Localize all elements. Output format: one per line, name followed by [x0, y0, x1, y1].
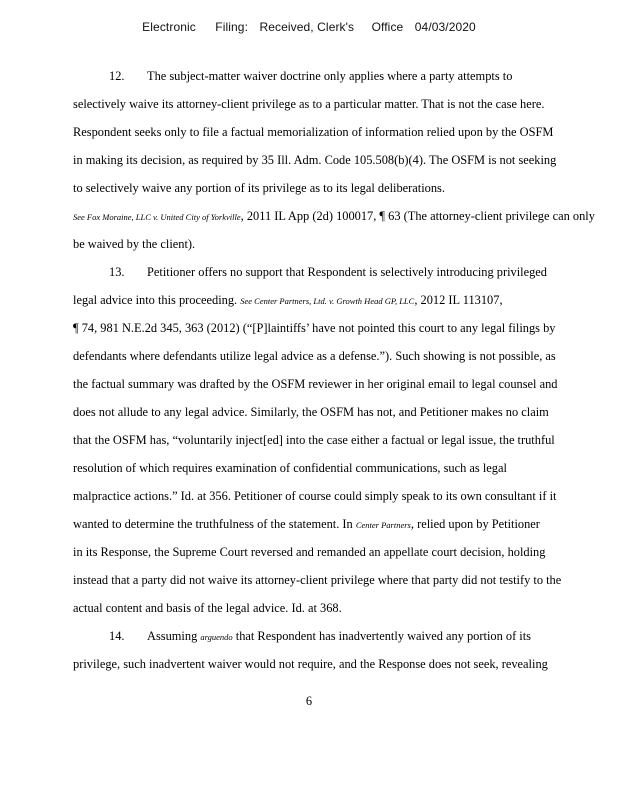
latin-term: arguendo	[200, 632, 233, 642]
paragraph-number: 13.	[109, 265, 125, 279]
paragraph-12-line	[73, 62, 579, 90]
paragraph-12-line	[73, 202, 595, 230]
paragraph-number: 12.	[109, 69, 125, 83]
case-citation: See Center Partners, Ltd. v. Growth Head GP, LLC	[240, 296, 415, 306]
stamp-part: Filing:	[215, 20, 249, 34]
stamp-part: Electronic	[142, 20, 196, 34]
text-line: The subject-matter waiver doctrine only applies where a party attempts to	[147, 69, 513, 83]
paragraph-13-line	[73, 258, 579, 286]
case-citation: Center Partners	[355, 520, 411, 530]
paragraph-12-line: selectively waive its attorney-client privilege as to a particular matter. That is not the case here.	[73, 97, 545, 111]
stamp-part: Received,	[259, 20, 314, 34]
paragraph-14-line	[73, 622, 579, 650]
paragraph-13-line: actual content and basis of the legal advice. Id. at 368.	[73, 601, 342, 615]
text-fragment: that Respondent has inadvertently waived any portion of its	[235, 629, 531, 643]
stamp-part: Clerk's	[317, 20, 355, 34]
paragraph-13-line	[73, 286, 579, 314]
paragraph-12-line: to selectively waive any portion of its privilege as to its legal deliberations.	[73, 181, 445, 195]
paragraph-13-line: defendants where defendants utilize legal advice as a defense.”). Such showing is not possible, as	[73, 349, 556, 363]
paragraph-13-line: resolution of which requires examination of confidential communications, such as legal	[73, 461, 507, 475]
paragraph-13-line: malpractice actions.” Id. at 356. Petitioner of course could simply speak to its own consultant if it	[73, 489, 557, 503]
electronic-filing-stamp	[0, 20, 618, 34]
case-citation: See Fox Moraine, LLC v. United City of Yorkville	[73, 212, 241, 222]
text-fragment: , relied upon by Petitioner	[410, 517, 540, 531]
paragraph-13-line: that the OSFM has, “voluntarily inject[ed] into the case either a factual or legal issue, the truthful	[73, 433, 555, 447]
stamp-date: 04/03/2020	[414, 20, 476, 34]
text-fragment: wanted to determine the truthfulness of the statement. In	[73, 517, 353, 531]
paragraph-13-line	[73, 510, 579, 538]
text-line: Petitioner offers no support that Respondent is selectively introducing privileged	[147, 265, 547, 279]
text-fragment: , 2012 IL 113107,	[414, 293, 503, 307]
paragraph-14-line: privilege, such inadvertent waiver would not require, and the Response does not seek, revealing	[73, 657, 548, 671]
text-fragment: Assuming	[147, 629, 198, 643]
paragraph-13-line: does not allude to any legal advice. Similarly, the OSFM has not, and Petitioner makes no claim	[73, 405, 549, 419]
text-fragment: legal advice into this proceeding.	[73, 293, 238, 307]
paragraph-13-line: the factual summary was drafted by the OSFM reviewer in her original email to legal counsel and	[73, 377, 558, 391]
paragraph-13-line: in its Response, the Supreme Court reversed and remanded an appellate court decision, holding	[73, 545, 546, 559]
paragraph-13-line: instead that a party did not waive its attorney-client privilege where that party did not testify to the	[73, 573, 562, 587]
document-body	[73, 62, 595, 678]
page-number: 6	[305, 694, 313, 708]
text-fragment: , 2011 IL App (2d) 100017, ¶ 63 (The attorney-client privilege can only	[240, 209, 595, 223]
stamp-part: Office	[371, 20, 404, 34]
paragraph-12-line: be waived by the client).	[73, 237, 196, 251]
paragraph-12-line: in making its decision, as required by 35 Ill. Adm. Code 105.508(b)(4). The OSFM is not seeking	[73, 153, 557, 167]
paragraph-number: 14.	[109, 629, 125, 643]
paragraph-12-line: Respondent seeks only to file a factual memorialization of information relied upon by the OSFM	[73, 125, 554, 139]
paragraph-13-line: ¶ 74, 981 N.E.2d 345, 363 (2012) (“[P]laintiffs’ have not pointed this court to any legal filings by	[73, 321, 556, 335]
